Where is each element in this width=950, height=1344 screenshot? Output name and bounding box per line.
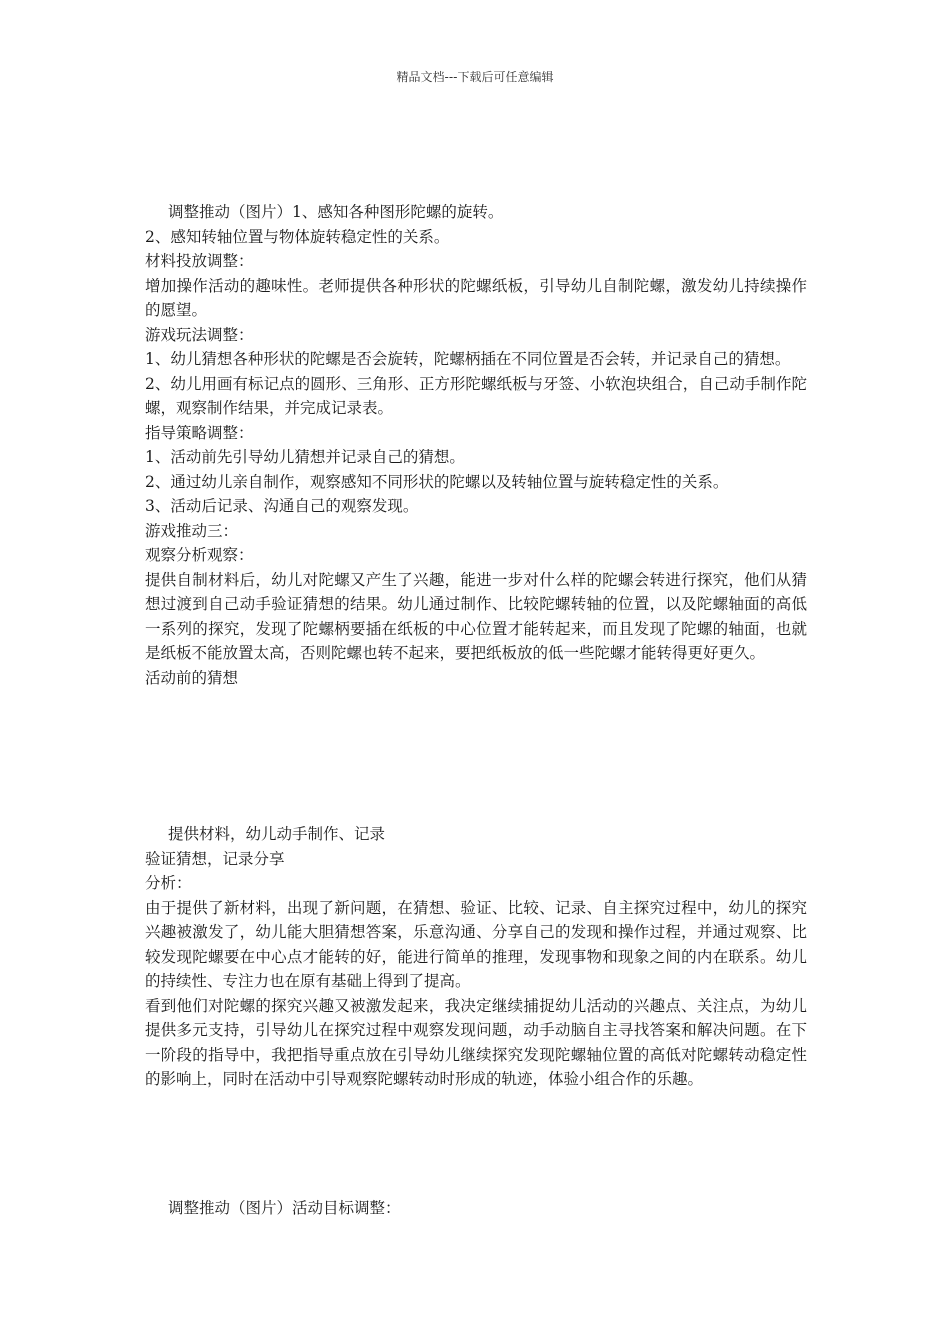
materials-caption: 提供材料，幼儿动手制作、记录 — [168, 825, 386, 843]
goal-adjustment-heading: 调整推动（图片）活动目标调整： — [168, 1199, 401, 1217]
observe-label: 观察分析观察： — [145, 546, 254, 564]
section-adjustment-goals — [145, 200, 807, 690]
analysis-label: 分析： — [145, 874, 192, 892]
materials-label: 材料投放调整： — [145, 252, 254, 270]
materials-paragraph: 增加操作活动的趣味性。老师提供各种形状的陀螺纸板，引导幼儿自制陀螺，激发幼儿持续操作的愿望。 — [145, 276, 807, 319]
guide-item-2: 2、通过幼儿亲自制作，观察感知不同形状的陀螺以及转轴位置与旋转稳定性的关系。 — [145, 472, 729, 491]
section-heading: 调整推动（图片）1、感知各种图形陀螺的旋转。 — [168, 203, 504, 221]
page-header: 精品文档---下载后可任意编辑 — [396, 70, 554, 84]
next-stage-paragraph: 看到他们对陀螺的探究兴趣又被激发起来，我决定继续捕捉幼儿活动的兴趣点、关注点，为幼儿提供多元支持，引导幼儿在探究过程中观察发现问题，动手动脑自主寻找答案和解决问题。在下一阶段的指导中，我把指导重点放在引导幼儿继续探究发现陀螺轴位置的高低对陀螺转动稳定性的影响上，同时在活动中引导观察陀螺转动时形成的轨迹，体验小组合作的乐趣。 — [145, 996, 807, 1088]
guide-label: 指导策略调整： — [145, 423, 254, 442]
play-item-2: 2、幼儿用画有标记点的圆形、三角形、正方形陀螺纸板与牙签、小软泡块组合，自己动手制作陀螺，观察制作结果，并完成记录表。 — [145, 374, 807, 417]
guide-item-3: 3、活动后记录、沟通自己的观察发现。 — [145, 497, 419, 515]
before-guess-caption: 活动前的猜想 — [145, 668, 239, 687]
goal-item-2: 2、感知转轴位置与物体旋转稳定性的关系。 — [145, 227, 450, 246]
section-goal-adjustment — [145, 1196, 807, 1221]
analysis-paragraph: 由于提供了新材料，出现了新问题，在猜想、验证、比较、记录、自主探究过程中，幼儿的探究兴趣被激发了，幼儿能大胆猜想答案，乐意沟通、分享自己的发现和操作过程，并通过观察、比较发现陀螺要在中心点才能转的好，能进行简单的推理，发现事物和现象之间的内在联系。幼儿的持续性、专注力也在原有基础上得到了提高。 — [145, 898, 807, 990]
play-item-1: 1、幼儿猜想各种形状的陀螺是否会旋转，陀螺柄插在不同位置是否会转，并记录自己的猜想。 — [145, 350, 791, 368]
guide-item-1: 1、活动前先引导幼儿猜想并记录自己的猜想。 — [145, 448, 465, 466]
observe-paragraph: 提供自制材料后，幼儿对陀螺又产生了兴趣，能进一步对什么样的陀螺会转进行探究，他们从猜想过渡到自己动手验证猜想的结果。幼儿通过制作、比较陀螺转轴的位置，以及陀螺轴面的高低一系列的探究，发现了陀螺柄要插在纸板的中心位置才能转起来，而且发现了陀螺的轴面，也就是纸板不能放置太高，否则陀螺也转不起来，要把纸板放的低一些陀螺才能转得更好更久。 — [145, 570, 807, 662]
game3-label: 游戏推动三： — [145, 521, 239, 540]
verify-caption: 验证猜想，记录分享 — [145, 849, 285, 868]
play-label: 游戏玩法调整： — [145, 325, 254, 344]
section-analysis — [145, 822, 807, 1092]
